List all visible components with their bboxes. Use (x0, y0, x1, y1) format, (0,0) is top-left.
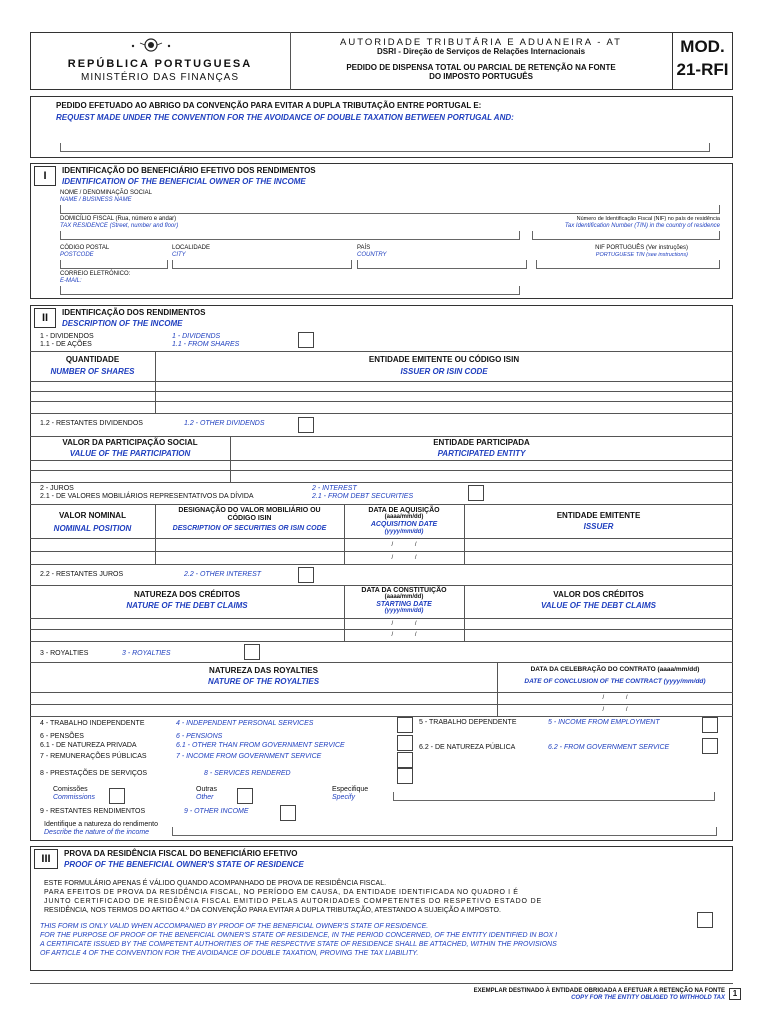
starting-date-header-en-1: STARTING DATE (376, 601, 432, 608)
acquisition-header-en-2: (yyyy/mm/dd) (384, 529, 424, 535)
postcode-label-en: POSTCODE (60, 252, 94, 258)
coat-of-arms-icon (126, 36, 176, 54)
acquisition-header-en-1: ACQUISITION DATE (370, 521, 438, 528)
pensions-label-en-2: 6.1 - OTHER THAN FROM GOVERNMENT SERVICE (176, 742, 345, 749)
debt-table-top (30, 585, 733, 586)
section1-number: I (34, 166, 56, 186)
public-pensions-label-en: 6.2 - FROM GOVERNMENT SERVICE (548, 744, 670, 751)
authority-name: AUTORIDADE TRIBUTÁRIA E ADUANEIRA - AT (340, 37, 622, 48)
pensions-label-en-1: 6 - PENSIONS (176, 733, 223, 740)
participation-row-2 (30, 470, 733, 471)
royalties-row-3 (30, 716, 733, 717)
independent-label-en: 4 - INDEPENDENT PERSONAL SERVICES (176, 720, 314, 727)
contract-date-header-pt: DATA DA CELEBRAÇÃO DO CONTRATO (aaaa/mm/dd) (530, 666, 700, 673)
other-income-checkbox[interactable] (280, 805, 296, 821)
specify-field[interactable] (393, 792, 715, 801)
credit-value-header-pt: VALOR DOS CRÉDITOS (553, 590, 644, 599)
participation-row-3 (30, 482, 733, 483)
dividends-label-pt-1: 1 - DIVIDENDOS (40, 333, 94, 340)
form-title-2: DO IMPOSTO PORTUGUÊS (429, 72, 533, 81)
participated-entity-header-en: PARTICIPATED ENTITY (437, 449, 526, 458)
shares-issuer-header-en: ISSUER OR ISIN CODE (400, 367, 488, 376)
royalties-nature-header-en: NATURE OF THE ROYALTIES (207, 677, 320, 686)
participation-row-1 (30, 460, 733, 461)
tin-field[interactable] (532, 231, 720, 240)
other-income-label-pt: 9 - RESTANTES RENDIMENTOS (40, 808, 146, 815)
specify-label-en: Specify (332, 794, 355, 801)
debt-securities-checkbox[interactable] (468, 485, 484, 501)
other-interest-checkbox[interactable] (298, 567, 314, 583)
residence-text-pt-1: ESTE FORMULÁRIO APENAS É VÁLIDO QUANDO ACOMPANHADO DE PROVA DE RESIDÊNCIA FISCAL. (44, 880, 387, 887)
participation-value-header-en: VALUE OF THE PARTICIPATION (69, 449, 191, 458)
nif-field[interactable] (536, 260, 720, 269)
debt-nature-header-pt: NATUREZA DOS CRÉDITOS (133, 590, 241, 599)
credit-value-header-en: VALUE OF THE DEBT CLAIMS (541, 601, 656, 610)
treaty-country-field[interactable] (60, 143, 710, 152)
royalties-table-top (30, 662, 733, 663)
services-label-en: 8 - SERVICES RENDERED (204, 770, 291, 777)
section3-title-pt: PROVA DA RESIDÊNCIA FISCAL DO BENEFICIÁRIO EFETIVO (64, 849, 298, 858)
other-interest-label-en: 2.2 - OTHER INTEREST (184, 571, 262, 578)
ministry-name: MINISTÉRIO DAS FINANÇAS (80, 72, 239, 83)
debt-row-2 (30, 629, 733, 630)
securities-row-3 (30, 564, 733, 565)
nif-label-en: PORTUGUESE TIN (see instructions) (595, 252, 688, 258)
commissions-label-pt: Comissões (53, 786, 88, 793)
other-dividends-checkbox[interactable] (298, 417, 314, 433)
email-label-pt: CORREIO ELETRÓNICO: (60, 271, 131, 277)
city-label-en: CITY (172, 252, 186, 258)
nominal-header-pt: VALOR NOMINAL (59, 511, 126, 520)
request-label-pt: PEDIDO EFETUADO AO ABRIGO DA CONVENÇÃO PARA EVITAR A DUPLA TRIBUTAÇÃO ENTRE PORTUGAL E: (56, 101, 482, 110)
starting-date-header-pt-2: (aaaa/mm/dd) (384, 594, 424, 600)
city-field[interactable] (172, 260, 352, 269)
describe-income-label-pt: Identifique a natureza do rendimento (44, 821, 159, 828)
contract-date-1[interactable]: / / (602, 695, 628, 701)
public-pensions-checkbox[interactable] (702, 738, 718, 754)
footer-label-pt: EXEMPLAR DESTINADO À ENTIDADE OBRIGADA A EFETUAR A RETENÇÃO NA FONTE (473, 988, 725, 994)
securities-row-2 (30, 551, 733, 552)
royalties-label-en: 3 - ROYALTIES (122, 650, 171, 657)
model-code: 21-RFI (676, 60, 729, 79)
shares-row-3 (30, 401, 733, 402)
royalties-checkbox[interactable] (244, 644, 260, 660)
participated-entity-header-pt: ENTIDADE PARTICIPADA (433, 438, 530, 447)
model-label: MOD. (680, 37, 725, 56)
starting-date-2[interactable]: / / (391, 632, 417, 638)
shares-qty-header-en: NUMBER OF SHARES (50, 367, 135, 376)
postcode-label-pt: CÓDIGO POSTAL (60, 245, 110, 251)
tin-label-pt: Número de Identificação Fiscal (NIF) no país de residência (576, 216, 720, 222)
interest-label-en-1: 2 - INTEREST (312, 485, 357, 492)
name-field[interactable] (60, 205, 720, 214)
country-label-pt: PAÍS (357, 245, 371, 251)
private-pensions-checkbox[interactable] (397, 735, 413, 751)
employment-checkbox[interactable] (702, 717, 718, 733)
contract-date-header-en: DATE OF CONCLUSION OF THE CONTRACT (yyyy/mm/dd) (524, 678, 706, 685)
form-title-1: PEDIDO DE DISPENSA TOTAL OU PARCIAL DE RETENÇÃO NA FONTE (346, 63, 616, 72)
header-divider (290, 32, 291, 90)
pensions-label-pt-2: 6.1 - DE NATUREZA PRIVADA (40, 742, 137, 749)
independent-checkbox[interactable] (397, 717, 413, 733)
shares-table-top (30, 351, 733, 352)
designation-header-en: DESCRIPTION OF SECURITIES OR ISIN CODE (172, 525, 327, 532)
nominal-header-en: NOMINAL POSITION (53, 524, 132, 533)
tin-label-en: Tax Identification Number (TIN) in the country of residence (564, 223, 720, 229)
royalties-nature-header-pt: NATUREZA DAS ROYALTIES (209, 666, 318, 675)
employment-label-pt: 5 - TRABALHO DEPENDENTE (419, 719, 517, 726)
describe-income-label-en: Describe the nature of the income (44, 829, 150, 836)
independent-label-pt: 4 - TRABALHO INDEPENDENTE (40, 720, 145, 727)
name-label-en: NAME / BUSINESS NAME (60, 197, 132, 203)
starting-date-1[interactable]: / / (391, 621, 417, 627)
residence-text-en-3: A CERTIFICATE ISSUED BY THE COMPETENT AUTHORITIES OF THE RESPECTIVE STATE OF RESIDENCE SHALL BE ATTACHED, WITHIN THE PROVISIONS (40, 941, 557, 948)
dividends-label-pt-2: 1.1 - DE AÇÕES (40, 341, 92, 348)
royalties-label-pt: 3 - ROYALTIES (40, 650, 89, 657)
shares-row-1 (30, 381, 733, 382)
residence-text-en-4: OF ARTICLE 4 OF THE CONVENTION FOR THE AVOIDANCE OF DOUBLE TAXATION, PROVING THE TAX LIABILITY. (40, 950, 419, 957)
starting-date-header-en-2: (yyyy/mm/dd) (384, 608, 424, 614)
starting-date-header-pt-1: DATA DA CONSTITUIÇÃO (361, 587, 447, 594)
section3-title-en: PROOF OF THE BENEFICIAL OWNER'S STATE OF RESIDENCE (64, 860, 304, 869)
interest-label-pt-1: 2 - JUROS (40, 485, 74, 492)
describe-income-field[interactable] (172, 827, 717, 836)
pensions-label-pt-1: 6 - PENSÕES (40, 733, 84, 740)
contract-date-2[interactable]: / / (602, 707, 628, 713)
country-field[interactable] (357, 260, 527, 269)
address-field[interactable] (60, 231, 520, 240)
residence-text-en-2: FOR THE PURPOSE OF PROOF OF THE BENEFICIAL OWNER'S STATE OF RESIDENCE, IN THE PERIOD CONCERNED, OF THE ENTITY IDENTIFIED IN BOX I (40, 932, 558, 939)
section2-frame (30, 305, 733, 841)
section2-title-en: DESCRIPTION OF THE INCOME (62, 319, 183, 328)
government-income-label-en: 7 - INCOME FROM GOVERNMENT SERVICE (176, 753, 322, 760)
directorate-name: DSRI - Direção de Serviços de Relações Internacionais (376, 47, 586, 56)
government-income-label-pt: 7 - REMUNERAÇÕES PÚBLICAS (40, 753, 147, 760)
email-label-en: E-MAIL: (60, 278, 82, 284)
interest-label-en-2: 2.1 - FROM DEBT SECURITIES (312, 493, 414, 500)
commissions-checkbox[interactable] (109, 788, 125, 804)
residence-proof-checkbox[interactable] (697, 912, 713, 928)
residence-text-pt-3: JUNTO CERTIFICADO DE RESIDÊNCIA FISCAL EMITIDO PELAS AUTORIDADES COMPETENTES DO RESPETIVO ESTADO DE (44, 898, 543, 905)
designation-header-pt-2: CÓDIGO ISIN (227, 515, 272, 522)
name-label-pt: NOME / DENOMINAÇÃO SOCIAL (60, 190, 153, 196)
services-label-pt: 8 - PRESTAÇÕES DE SERVIÇOS (40, 770, 148, 777)
issuer-header-en: ISSUER (583, 522, 614, 531)
other-services-label-pt: Outras (196, 786, 218, 793)
footer-label-en: COPY FOR THE ENTITY OBLIGED TO WITHHOLD TAX (571, 995, 725, 1001)
designation-header-pt-1: DESIGNAÇÃO DO VALOR MOBILIÁRIO OU (178, 507, 321, 514)
issuer-header-pt: ENTIDADE EMITENTE (556, 511, 641, 520)
other-services-label-en: Other (196, 794, 214, 801)
nif-label-pt: NIF PORTUGUÊS (Ver instruções) (595, 245, 688, 251)
participation-table-top (30, 436, 733, 437)
services-checkbox[interactable] (397, 768, 413, 784)
debt-nature-header-en: NATURE OF THE DEBT CLAIMS (126, 601, 248, 610)
country-name: REPÚBLICA PORTUGUESA (67, 58, 253, 70)
employment-label-en: 5 - INCOME FROM EMPLOYMENT (548, 719, 660, 726)
specify-label-pt: Especifique (332, 786, 369, 793)
request-label-en: REQUEST MADE UNDER THE CONVENTION FOR THE AVOIDANCE OF DOUBLE TAXATION BETWEEN PORTUGAL AND: (56, 113, 514, 122)
royalties-row-2 (30, 704, 733, 705)
city-label-pt: LOCALIDADE (172, 245, 211, 251)
acquisition-header-pt-1: DATA DE AQUISIÇÃO (368, 507, 440, 514)
other-services-checkbox[interactable] (237, 788, 253, 804)
acquisition-header-pt-2: (aaaa/mm/dd) (384, 514, 424, 520)
government-income-checkbox[interactable] (397, 752, 413, 768)
shares-row-2 (30, 391, 733, 392)
page-number: 1 (729, 988, 741, 1000)
section2-number: II (34, 308, 56, 328)
postcode-field[interactable] (60, 260, 168, 269)
other-income-label-en: 9 - OTHER INCOME (184, 808, 249, 815)
acquisition-date-2[interactable]: / / (391, 555, 417, 561)
acquisition-date-1[interactable]: / / (391, 542, 417, 548)
other-interest-label-pt: 2.2 - RESTANTES JUROS (40, 571, 124, 578)
residence-text-pt-2: PARA EFEITOS DE PROVA DA RESIDÊNCIA FISCAL, NO PERÍODO EM CAUSA, DA ENTIDADE IDENTIFICADA NO QUADRO I É (44, 889, 519, 896)
address-label-pt: DOMICÍLIO FISCAL (Rua, número e andar) (60, 216, 177, 222)
section3-number: III (34, 849, 58, 869)
country-label-en: COUNTRY (357, 252, 387, 258)
residence-text-pt-4: RESIDÊNCIA, NOS TERMOS DO ARTIGO 4.º DA CONVENÇÃO PARA EVITAR A DUPLA TRIBUTAÇÃO, ATESTANDO A SUJEIÇÃO A IMPOSTO. (44, 907, 501, 914)
section1-title-pt: IDENTIFICAÇÃO DO BENEFICIÁRIO EFETIVO DOS RENDIMENTOS (62, 166, 316, 175)
other-dividends-label-en: 1.2 - OTHER DIVIDENDS (184, 420, 265, 427)
shares-qty-header-pt: QUANTIDADE (65, 355, 120, 364)
section2-title-pt: IDENTIFICAÇÃO DOS RENDIMENTOS (62, 308, 206, 317)
commissions-label-en: Commissions (53, 794, 96, 801)
debt-row-1 (30, 618, 733, 619)
shares-issuer-header-pt: ENTIDADE EMITENTE OU CÓDIGO ISIN (368, 355, 520, 364)
dividends-label-en-1: 1 - DIVIDENDS (172, 333, 221, 340)
interest-label-pt-2: 2.1 - DE VALORES MOBILIÁRIOS REPRESENTATIVOS DA DÍVIDA (40, 493, 254, 500)
securities-table-top (30, 504, 733, 505)
dividends-label-en-2: 1.1 - FROM SHARES (172, 341, 240, 348)
shares-row-4 (30, 413, 733, 414)
section1-title-en: IDENTIFICATION OF THE BENEFICIAL OWNER OF THE INCOME (62, 177, 306, 186)
email-field[interactable] (60, 286, 520, 295)
footer-rule (30, 983, 733, 984)
public-pensions-label-pt: 6.2 - DE NATUREZA PÚBLICA (419, 744, 516, 751)
other-dividends-label-pt: 1.2 - RESTANTES DIVIDENDOS (40, 420, 143, 427)
securities-row-1 (30, 538, 733, 539)
royalties-row-1 (30, 692, 733, 693)
debt-row-3 (30, 641, 733, 642)
dividends-shares-checkbox[interactable] (298, 332, 314, 348)
address-label-en: TAX RESIDENCE (Street, number and floor) (60, 223, 179, 229)
residence-text-en-1: THIS FORM IS ONLY VALID WHEN ACCOMPANIED BY PROOF OF THE BENEFICIAL OWNER'S STATE OF RESIDENCE. (40, 923, 429, 930)
participation-value-header-pt: VALOR DA PARTICIPAÇÃO SOCIAL (62, 438, 198, 447)
